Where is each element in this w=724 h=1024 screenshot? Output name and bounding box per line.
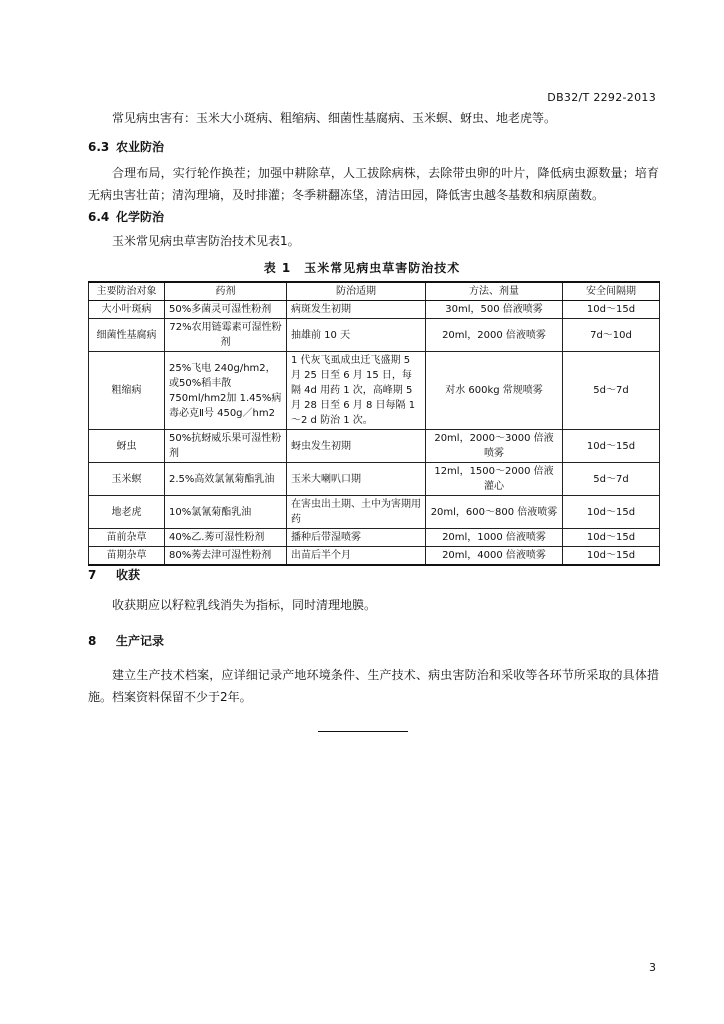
section-8-paragraph: 建立生产技术档案，应详细记录产地环境条件、生产技术、病虫害防治和采收等各环节所采取的具体措施。档案资料保留不少于2年。 [88,668,659,704]
cell-interval: 7d～10d [563,319,660,352]
cell-method: 20ml，600～800 倍液喷雾 [426,496,563,529]
cell-method: 12ml，1500～2000 倍液灌心 [426,463,563,496]
cell-timing: 1 代灰飞虱成虫迁飞盛期 5 月 25 日至 6 月 15 日，每隔 4d 用药 1 次，高峰期 5 月 28 日至 6 月 8 日每隔 1～2 d 防治 1 次。 [287,352,426,430]
cell-method: 20ml，2000 倍液喷雾 [426,319,563,352]
table-row [89,529,660,547]
table-row [89,430,660,463]
cell-target: 大小叶斑病 [89,301,165,319]
cell-timing: 播种后带湿喷雾 [287,529,426,547]
cell-target: 苗前杂草 [89,529,165,547]
cell-pesticide: 80%莠去津可湿性粉剂 [165,547,287,566]
cell-interval: 10d～15d [563,529,660,547]
cell-pesticide: 50%多菌灵可湿性粉剂 [165,301,287,319]
col-header-pesticide: 药剂 [165,282,287,301]
section-6-4-paragraph: 玉米常见病虫草害防治技术见表1。 [112,234,300,248]
table-row [89,301,660,319]
section-6-3-paragraph: 合理布局，实行轮作换茬；加强中耕除草，人工拔除病株，去除带虫卵的叶片，降低病虫源数量；培育无病虫害壮苗；清沟理墒，及时排灌；冬季耕翻冻垡，清洁田园，降低害虫越冬基数和病原菌数。 [88,166,659,202]
section-title: 农业防治 [116,140,165,154]
table-title: 表 1 玉米常见病虫草害防治技术 [263,261,461,275]
cell-pesticide: 40%乙.莠可湿性粉剂 [165,529,287,547]
cell-timing: 出苗后半个月 [287,547,426,566]
cell-method: 对水 600kg 常规喷雾 [426,352,563,430]
section-title: 收获 [116,568,141,582]
section-6-3-heading [88,138,164,155]
col-header-timing: 防治适期 [287,282,426,301]
cell-pesticide: 10%氯氰菊酯乳油 [165,496,287,529]
cell-interval: 5d～7d [563,352,660,430]
cell-timing: 抽雄前 10 天 [287,319,426,352]
end-rule [318,731,408,732]
cell-pesticide: 50%抗蚜威乐果可湿性粉剂 [165,430,287,463]
cell-method: 30ml，500 倍液喷雾 [426,301,563,319]
cell-method: 20ml，2000～3000 倍液喷雾 [426,430,563,463]
section-title: 化学防治 [116,210,165,224]
section-title: 生产记录 [116,634,165,648]
cell-pesticide: 25%飞电 240g/hm2，或50%稻丰散 750ml/hm2加 1.45%病毒必克Ⅱ号 450g／hm2 [165,352,287,430]
cell-interval: 5d～7d [563,463,660,496]
cell-timing: 蚜虫发生初期 [287,430,426,463]
cell-target: 细菌性基腐病 [89,319,165,352]
standard-code: DB32/T 2292-2013 [547,91,656,104]
pests-paragraph: 常见病虫害有：玉米大小斑病、粗缩病、细菌性基腐病、玉米螟、蚜虫、地老虎等。 [112,111,557,125]
table-header-row [89,282,660,301]
pest-control-table [88,281,660,566]
table-row [89,319,660,352]
col-header-target: 主要防治对象 [89,282,165,301]
cell-timing: 玉米大喇叭口期 [287,463,426,496]
cell-target: 苗期杂草 [89,547,165,566]
cell-method: 20ml，1000 倍液喷雾 [426,529,563,547]
section-number: 6.3 [88,140,110,154]
col-header-method: 方法、剂量 [426,282,563,301]
section-number: 7 [88,568,97,582]
cell-timing: 在害虫出土期、土中为害期用药 [287,496,426,529]
section-8-heading [88,632,164,649]
table-row [89,352,660,430]
table-row [89,547,660,566]
col-header-interval: 安全间隔期 [563,282,660,301]
table-row [89,496,660,529]
section-number: 6.4 [88,210,110,224]
cell-interval: 10d～15d [563,547,660,566]
cell-target: 玉米螟 [89,463,165,496]
cell-pesticide: 2.5%高效氯氰菊酯乳油 [165,463,287,496]
cell-timing: 病斑发生初期 [287,301,426,319]
section-6-4-heading [88,208,164,225]
page-number: 3 [649,961,656,974]
cell-pesticide: 72%农用链霉素可湿性粉剂 [165,319,287,352]
section-7-paragraph: 收获期应以籽粒乳线消失为指标，同时清理地膜。 [112,598,377,612]
cell-target: 地老虎 [89,496,165,529]
cell-method: 20ml，4000 倍液喷雾 [426,547,563,566]
table-row [89,463,660,496]
section-number: 8 [88,634,97,648]
cell-interval: 10d～15d [563,301,660,319]
cell-interval: 10d～15d [563,496,660,529]
cell-interval: 10d～15d [563,430,660,463]
cell-target: 粗缩病 [89,352,165,430]
section-7-heading [88,566,140,583]
cell-target: 蚜虫 [89,430,165,463]
